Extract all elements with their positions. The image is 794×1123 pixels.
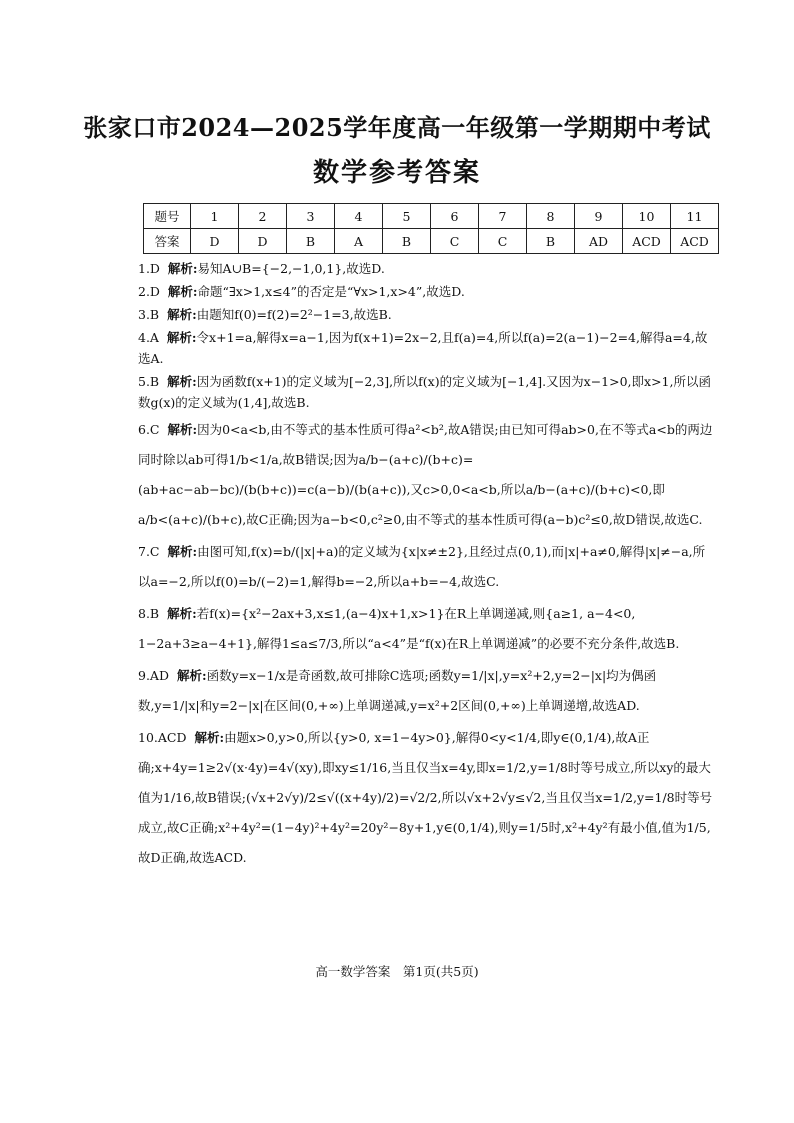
- answer-table: [143, 203, 719, 254]
- solution-text: 因为0<a<b,由不等式的基本性质可得a²<b²,故A错误;由已知可得ab>0,在不等式a<b的两边同时除以ab可得1/b<1/a,故B错误;因为a/b−(a+c)/(b+c)=(ab+ac−ab−bc)/(b(b+c))=c(a−b)/(b(a+c)),又c>0,0<a<b,所以a/b−(a+c)/(b+c)<0,即a/b<(a+c)/(b+c),故C正确;因为a−b<0,c²≥0,由不等式的基本性质可得(a−b)c²≤0,故D错误,故选C.: [138, 422, 713, 527]
- solution-item: [138, 304, 716, 325]
- solution-label: 解析:: [167, 284, 198, 299]
- solution-number: 3.B: [138, 307, 160, 322]
- solution-text: 由图可知,f(x)=b/(|x|+a)的定义域为{x|x≠±2},且经过点(0,1),而|x|+a≠0,解得|x|≠−a,所以a=−2,所以f(0)=b/(−2)=1,解得b=−2,所以a+b=−4,故选C.: [138, 544, 706, 589]
- solution-number: 2.D: [138, 284, 160, 299]
- solution-label: 解析:: [176, 668, 207, 683]
- solution-number: 9.AD: [138, 668, 169, 683]
- solution-text: 因为函数f(x+1)的定义域为[−2,3],所以f(x)的定义域为[−1,4].又因为x−1>0,即x>1,所以函数g(x)的定义域为(1,4],故选B.: [138, 374, 711, 410]
- table-cell: 9: [575, 204, 623, 229]
- solution-text: 令x+1=a,解得x=a−1,因为f(x+1)=2x−2,且f(a)=4,所以f(a)=2(a−1)−2=4,解得a=4,故选A.: [138, 330, 708, 366]
- solution-number: 6.C: [138, 422, 160, 437]
- table-cell: 8: [527, 204, 575, 229]
- table-cell: 5: [383, 204, 431, 229]
- solutions-list: [138, 258, 716, 875]
- solution-number: 4.A: [138, 330, 159, 345]
- table-cell: AD: [575, 229, 623, 254]
- solution-number: 1.D: [138, 261, 160, 276]
- document-subtitle: 数学参考答案: [312, 158, 481, 188]
- table-cell: 7: [479, 204, 527, 229]
- table-header-cell: 题号: [144, 204, 191, 229]
- solution-item: [138, 371, 716, 413]
- table-cell: B: [287, 229, 335, 254]
- solution-text: 易知A∪B={−2,−1,0,1},故选D.: [197, 261, 385, 276]
- document-title: 张家口市2024—2025学年度高一年级第一学期期中考试: [83, 113, 711, 142]
- table-cell: 11: [671, 204, 719, 229]
- solution-number: 8.B: [138, 606, 160, 621]
- solution-item: [138, 258, 716, 279]
- table-cell: 4: [335, 204, 383, 229]
- solution-number: 7.C: [138, 544, 160, 559]
- solution-item: [138, 281, 716, 302]
- solution-label: 解析:: [167, 544, 198, 559]
- table-cell: D: [239, 229, 287, 254]
- table-cell: A: [335, 229, 383, 254]
- solution-text: 命题“∃x>1,x≤4”的否定是“∀x>1,x>4”,故选D.: [197, 284, 465, 299]
- solution-label: 解析:: [167, 422, 198, 437]
- solution-text: 由题知f(0)=f(2)=2²−1=3,故选B.: [196, 307, 392, 322]
- solution-item: [138, 723, 716, 873]
- table-cell: D: [191, 229, 239, 254]
- table-cell: ACD: [623, 229, 671, 254]
- table-cell: B: [383, 229, 431, 254]
- solution-item: [138, 661, 716, 721]
- solution-item: [138, 415, 716, 535]
- solution-text: 由题x>0,y>0,所以{y>0, x=1−4y>0},解得0<y<1/4,即y∈(0,1/4),故A正确;x+4y=1≥2√(x·4y)=4√(xy),即xy≤1/16,当且仅当x=4y,即x=1/2,y=1/8时等号成立,所以xy的最大值为1/16,故B错误;(√x+2√y)/2≤√((x+4y)/2)=√2/2,所以√x+2√y≤√2,当且仅当x=1/2,y=1/8时等号成立,故C正确;x²+4y²=(1−4y)²+4y²=20y²−8y+1,y∈(0,1/4),则y=1/5时,x²+4y²有最小值,值为1/5,故D正确,故选ACD.: [138, 730, 713, 865]
- table-cell: 2: [239, 204, 287, 229]
- solution-text: 函数y=x−1/x是奇函数,故可排除C选项;函数y=1/|x|,y=x²+2,y=2−|x|均为偶函数,y=1/|x|和y=2−|x|在区间(0,+∞)上单调递减,y=x²+2区间(0,+∞)上单调递增,故选AD.: [138, 668, 657, 713]
- table-cell: 6: [431, 204, 479, 229]
- table-cell: 10: [623, 204, 671, 229]
- solution-text: 若f(x)={x²−2ax+3,x≤1,(a−4)x+1,x>1}在R上单调递减,则{a≥1, a−4<0, 1−2a+3≥a−4+1},解得1≤a≤7/3,所以“a<4”是“f(x)在R上单调递减”的必要不充分条件,故选B.: [138, 606, 680, 651]
- solution-label: 解析:: [167, 261, 198, 276]
- table-cell: C: [431, 229, 479, 254]
- solution-label: 解析:: [194, 730, 225, 745]
- table-header-cell: 答案: [144, 229, 191, 254]
- solution-number: 5.B: [138, 374, 160, 389]
- solution-label: 解析:: [166, 330, 197, 345]
- solution-item: [138, 327, 716, 369]
- table-cell: B: [527, 229, 575, 254]
- table-cell: 1: [191, 204, 239, 229]
- solution-label: 解析:: [167, 374, 197, 389]
- solution-number: 10.ACD: [138, 730, 187, 745]
- solution-item: [138, 537, 716, 597]
- solution-label: 解析:: [167, 606, 197, 621]
- page-footer: 高一数学答案 第1页(共5页): [315, 964, 479, 979]
- table-row-answers: [144, 229, 719, 254]
- solution-item: [138, 599, 716, 659]
- solution-label: 解析:: [167, 307, 197, 322]
- table-row-numbers: [144, 204, 719, 229]
- table-cell: C: [479, 229, 527, 254]
- table-cell: 3: [287, 204, 335, 229]
- table-cell: ACD: [671, 229, 719, 254]
